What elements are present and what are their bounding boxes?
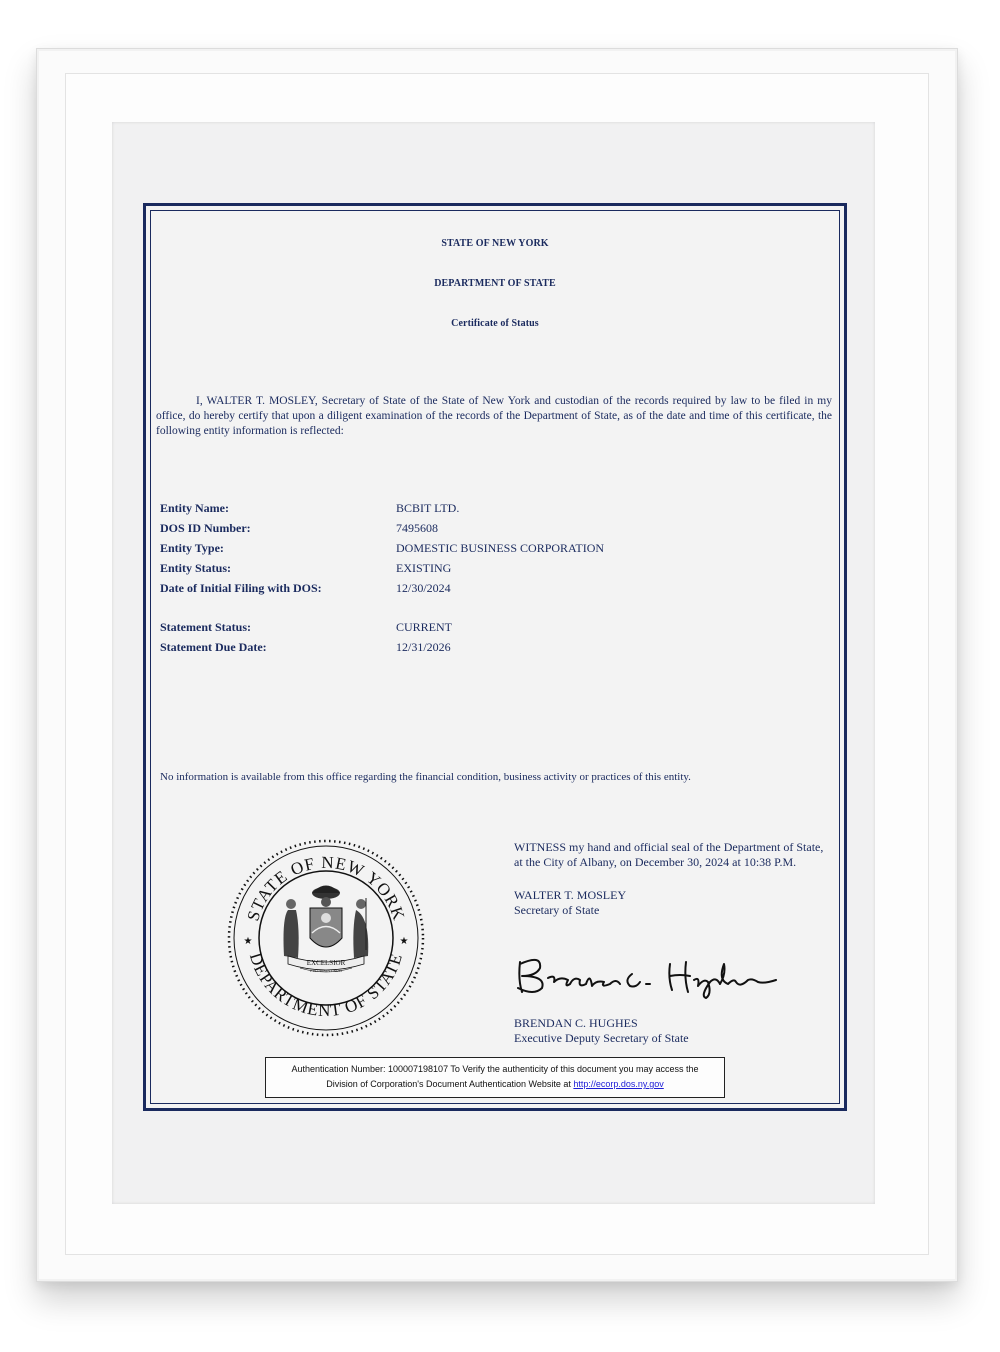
authentication-line-2 bbox=[266, 1077, 724, 1092]
certification-text: I, WALTER T. MOSLEY, Secretary of State of the State of New York and custodian of the records required by law to be filed in my office, do hereby certify that upon a diligent examination of the records of the Department of State, as of the date and time of this certificate, the following entity information is reflected: bbox=[156, 395, 832, 437]
department-heading: DEPARTMENT OF STATE bbox=[434, 278, 556, 289]
certificate-title: Certificate of Status bbox=[451, 318, 539, 329]
seal-bottom-text: DEPARTMENT OF STATE bbox=[245, 950, 407, 1021]
entity-status-value: EXISTING bbox=[396, 561, 452, 575]
statement-due-value: 12/31/2026 bbox=[396, 640, 451, 654]
witness-line-1: WITNESS my hand and official seal of the Department of State, bbox=[514, 840, 824, 854]
secretary-title: Secretary of State bbox=[514, 903, 600, 917]
entity-name-value: BCBIT LTD. bbox=[396, 501, 460, 515]
entity-status-label: Entity Status: bbox=[160, 561, 232, 575]
state-seal bbox=[226, 838, 426, 1038]
authentication-line-1: Authentication Number: 100007198107 To Verify the authenticity of this document you may access the bbox=[291, 1064, 699, 1074]
entity-name-label: Entity Name: bbox=[160, 501, 229, 515]
disclaimer-note: No information is available from this office regarding the financial condition, business activity or practices of this entity. bbox=[160, 771, 691, 783]
secretary-name: WALTER T. MOSLEY bbox=[514, 888, 627, 902]
deputy-title: Executive Deputy Secretary of State bbox=[514, 1031, 689, 1045]
authentication-box bbox=[265, 1057, 725, 1098]
statement-due-label: Statement Due Date: bbox=[160, 640, 267, 654]
entity-type-value: DOMESTIC BUSINESS CORPORATION bbox=[396, 541, 605, 555]
deputy-signature bbox=[512, 950, 782, 1000]
seal-top-text: STATE OF NEW YORK bbox=[243, 852, 409, 924]
entity-type-label: Entity Type: bbox=[160, 541, 224, 555]
seal-star-right-icon: ★ bbox=[399, 936, 409, 947]
authentication-link[interactable]: http://ecorp.dos.ny.gov bbox=[573, 1079, 664, 1089]
dos-id-value: 7495608 bbox=[396, 521, 438, 535]
witness-line-2: at the City of Albany, on December 30, 2024 at 10:38 P.M. bbox=[514, 855, 797, 869]
statement-status-value: CURRENT bbox=[396, 620, 453, 634]
dos-id-label: DOS ID Number: bbox=[160, 521, 251, 535]
seal-star-left-icon: ★ bbox=[243, 936, 253, 947]
certification-paragraph bbox=[156, 394, 832, 439]
filing-date-value: 12/30/2024 bbox=[396, 581, 451, 595]
statement-status-label: Statement Status: bbox=[160, 620, 251, 634]
seal-motto: EXCELSIOR bbox=[306, 959, 346, 967]
authentication-line-2-text: Division of Corporation's Document Authentication Website at bbox=[326, 1079, 574, 1089]
seal-sub-motto: E PLURIBUS UNUM bbox=[310, 969, 342, 973]
filing-date-label: Date of Initial Filing with DOS: bbox=[160, 581, 322, 595]
state-heading: STATE OF NEW YORK bbox=[441, 238, 549, 249]
deputy-name: BRENDAN C. HUGHES bbox=[514, 1016, 638, 1030]
